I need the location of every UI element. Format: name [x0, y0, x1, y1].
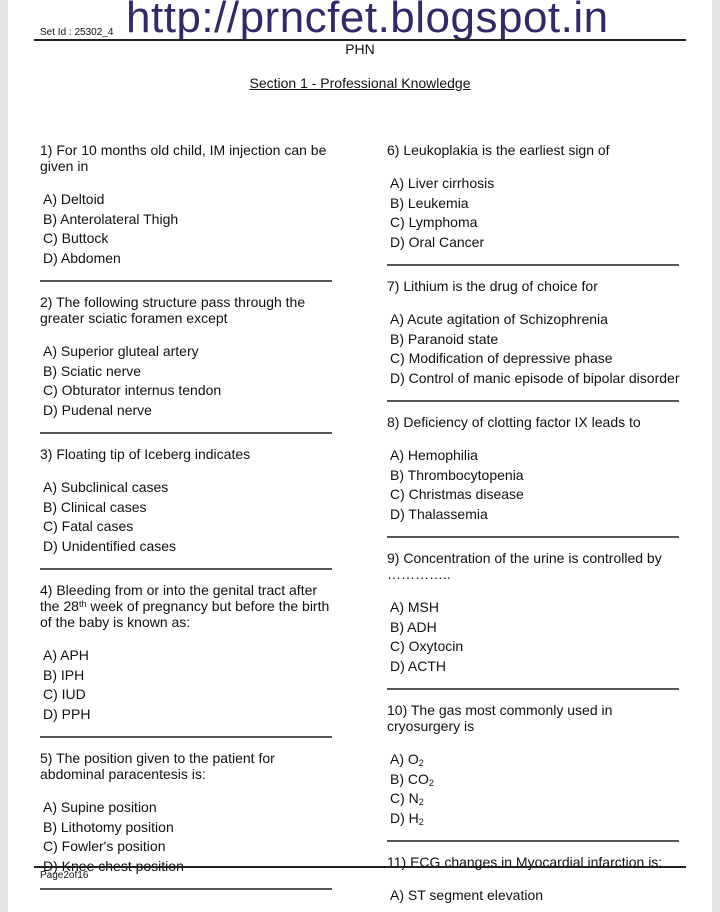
option-a: A) APH: [43, 647, 89, 663]
question-text-part: week of pregnancy but before the birth of the baby is known as:: [40, 598, 330, 630]
option-c: C) Fowler's position: [43, 838, 166, 854]
option-list: [40, 798, 336, 876]
option-list: [40, 646, 336, 724]
question-text: [40, 582, 336, 630]
exam-page: [8, 0, 712, 912]
option-list: [387, 886, 683, 906]
question-3: [40, 446, 336, 556]
option-c: [390, 789, 683, 809]
option-text: A) O: [390, 751, 419, 767]
option-list: [387, 750, 683, 828]
option-a: A) Superior gluteal artery: [43, 343, 199, 359]
question-6: [387, 142, 683, 252]
question-7: [387, 278, 683, 388]
option-a: A) Subclinical cases: [43, 479, 169, 495]
option-d: D) Unidentified cases: [43, 537, 177, 554]
right-column: [387, 142, 683, 906]
question-divider: [387, 264, 679, 266]
option-list: [387, 446, 683, 524]
option-b: B) Thrombocytopenia: [390, 466, 524, 483]
question-text: 11) ECG changes in Myocardial infarction is:: [387, 854, 663, 870]
option-list: [387, 174, 683, 252]
option-b: B) Lithotomy position: [43, 818, 174, 835]
blog-watermark: http://prncfet.blogspot.in: [126, 0, 609, 42]
option-list: [40, 190, 336, 268]
option-a: A) ST segment elevation: [390, 887, 544, 903]
option-b: B) Sciatic nerve: [43, 362, 142, 379]
option-a: A) Supine position: [43, 799, 157, 815]
option-text: B) CO: [390, 770, 429, 787]
subscript: 2: [418, 758, 424, 768]
option-b: B) Leukemia: [390, 194, 469, 211]
option-c: C) Buttock: [43, 230, 109, 246]
option-d: D) Knee chest position: [43, 857, 184, 874]
option-d: D) Control of manic episode of bipolar disorder: [390, 369, 680, 386]
question-8: [387, 414, 683, 524]
option-b: B) Paranoid state: [390, 330, 499, 347]
question-divider: [40, 736, 332, 738]
question-divider: [40, 432, 332, 434]
set-id: Set Id : 25302_4: [40, 27, 114, 38]
question-divider: [387, 840, 679, 842]
option-d: D) Thalassemia: [390, 505, 488, 522]
option-c: C) Obturator internus tendon: [43, 382, 222, 398]
question-2: [40, 294, 336, 420]
option-c: C) Christmas disease: [390, 486, 524, 502]
question-4: [40, 582, 336, 724]
subscript: 2: [418, 816, 424, 827]
option-b: B) Anterolateral Thigh: [43, 210, 179, 227]
option-list: [40, 342, 336, 420]
question-divider: [40, 568, 332, 570]
option-d: D) PPH: [43, 705, 91, 722]
option-list: [387, 598, 683, 676]
question-9: [387, 550, 683, 676]
option-d: D) Oral Cancer: [390, 233, 485, 250]
ordinal-suffix: th: [78, 599, 87, 609]
option-b: B) IPH: [43, 666, 85, 683]
question-text: 6) Leukoplakia is the earliest sign of: [387, 142, 610, 158]
question-text: 9) Concentration of the urine is controlled by …………..: [387, 550, 662, 582]
option-d: D) Abdomen: [43, 249, 121, 266]
option-a: A) Hemophilia: [390, 447, 478, 463]
page-number: Page2of16: [40, 870, 89, 881]
option-d: D) Pudenal nerve: [43, 401, 152, 418]
subject-title: PHN: [345, 41, 375, 57]
question-divider: [387, 400, 679, 402]
option-a: [390, 750, 683, 770]
option-a: A) MSH: [390, 599, 439, 615]
left-column: [40, 142, 336, 902]
option-c: C) Lymphoma: [390, 214, 478, 230]
question-divider: [387, 536, 679, 538]
option-b: B) Clinical cases: [43, 498, 147, 515]
question-10: [387, 702, 683, 828]
option-a: A) Deltoid: [43, 191, 105, 207]
option-d: D) ACTH: [390, 657, 446, 674]
question-divider: [387, 688, 679, 690]
question-text: 1) For 10 months old child, IM injection can be given in: [40, 142, 327, 174]
subscript: 2: [428, 777, 434, 788]
question-1: [40, 142, 336, 268]
question-11: [387, 854, 683, 906]
question-divider: [40, 280, 332, 282]
question-divider: [40, 888, 332, 890]
option-c: C) Oxytocin: [390, 638, 464, 654]
option-text: C) N: [390, 790, 419, 806]
question-text-part: 4) Bleeding from or into the genital tract after the 28: [40, 582, 318, 614]
subscript: 2: [418, 797, 424, 807]
option-text: D) H: [390, 809, 419, 826]
option-list: [387, 310, 683, 388]
footer-rule: [34, 866, 686, 868]
option-a: A) Acute agitation of Schizophrenia: [390, 311, 608, 327]
option-a: A) Liver cirrhosis: [390, 175, 495, 191]
question-text: 2) The following structure pass through the greater sciatic foramen except: [40, 294, 306, 326]
option-list: [40, 478, 336, 556]
section-title: Section 1 - Professional Knowledge: [249, 75, 471, 91]
question-text: 7) Lithium is the drug of choice for: [387, 278, 598, 294]
option-c: C) IUD: [43, 686, 86, 702]
option-b: B) ADH: [390, 618, 437, 635]
option-c: C) Modification of depressive phase: [390, 350, 613, 366]
option-d: [390, 809, 683, 829]
question-5: [40, 750, 336, 876]
option-c: C) Fatal cases: [43, 518, 134, 534]
question-text: 8) Deficiency of clotting factor IX leads to: [387, 414, 641, 430]
question-text: 3) Floating tip of Iceberg indicates: [40, 446, 251, 462]
question-text: 5) The position given to the patient for abdominal paracentesis is:: [40, 750, 275, 782]
question-text: 10) The gas most commonly used in cryosurgery is: [387, 702, 613, 734]
option-b: [390, 770, 683, 790]
